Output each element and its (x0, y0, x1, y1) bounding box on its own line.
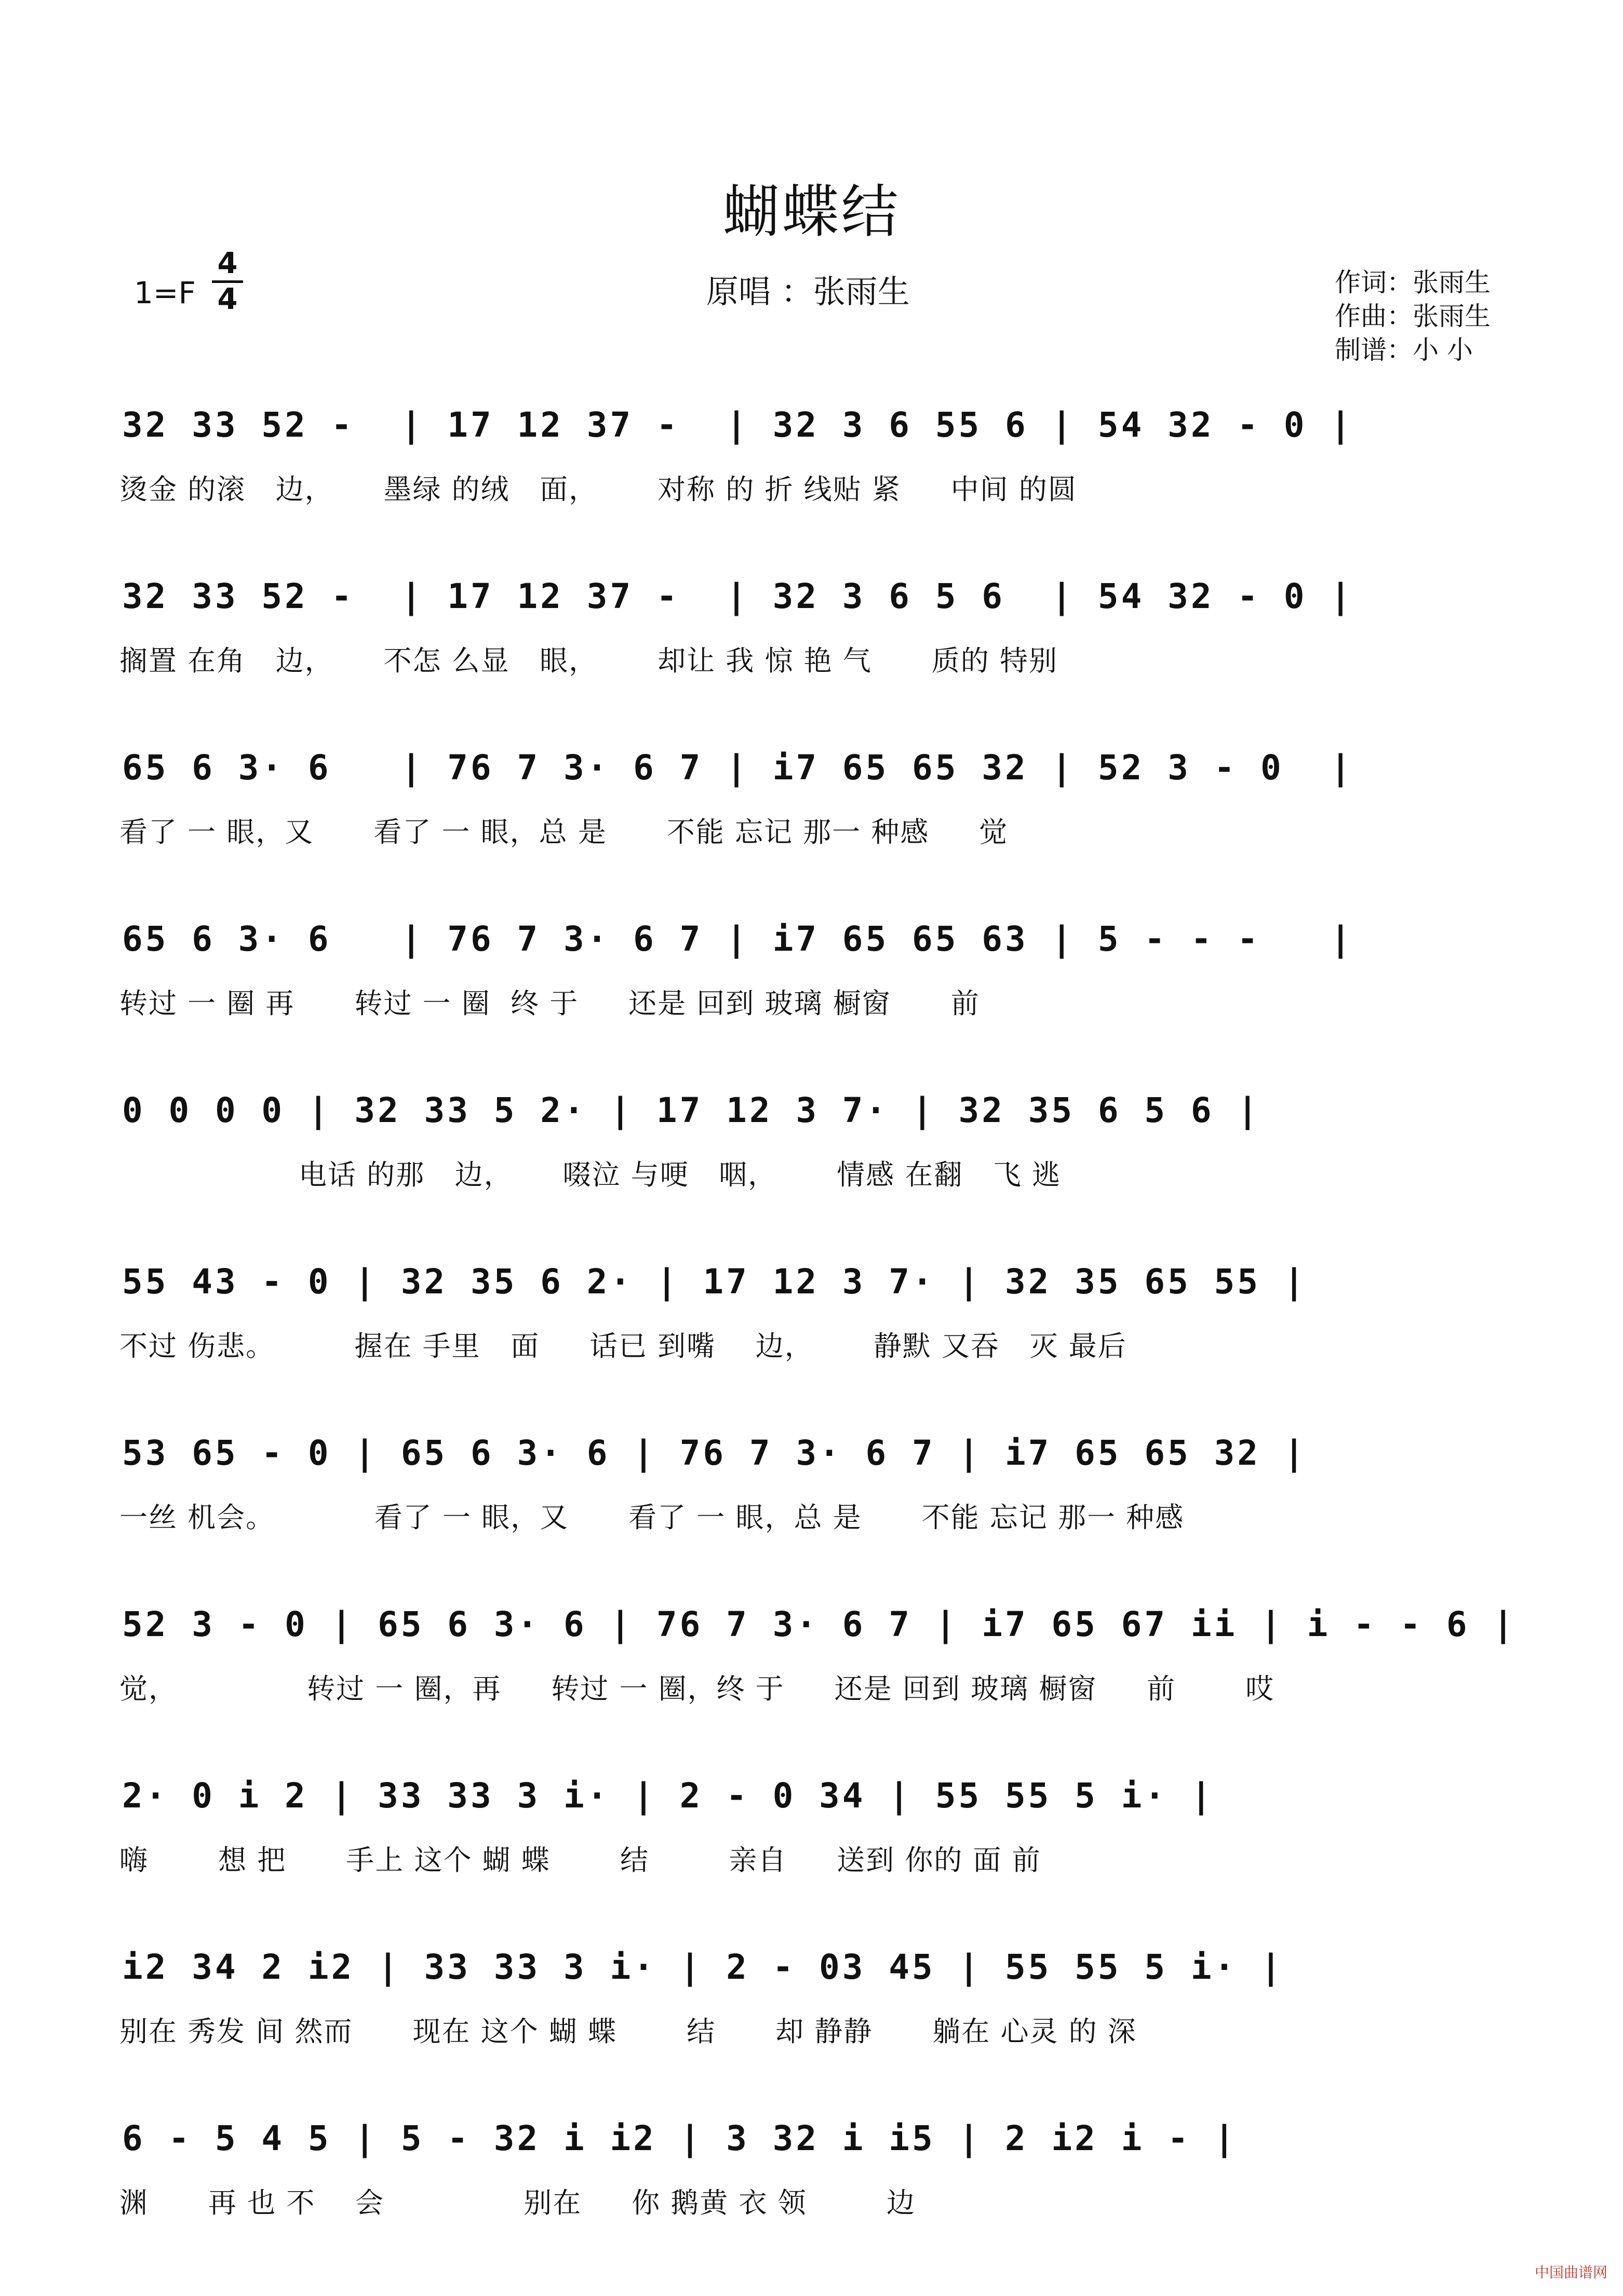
lyricist: 作词：张雨生 (1335, 267, 1491, 298)
notation-row-1: 32 33 52 - | 17 12 37 - | 32 3 6 55 6 | 54 32 - 0 | (122, 405, 1353, 445)
time-signature-bottom: 4 (217, 282, 238, 316)
credits (1335, 266, 1491, 367)
notation-row-4: 65 6 3· 6 | 76 7 3· 6 7 | i7 65 65 63 | 5 - - - | (122, 919, 1353, 959)
lyrics-row-11: 渊 再 也 不 会 别在 你 鹅黄 衣 领 边 (119, 2186, 916, 2219)
song-title: 蝴蝶结 (722, 179, 901, 245)
lyrics-row-2: 搁置 在角 边， 不怎 么显 眼， 却让 我 惊 艳 气 质的 特别 (119, 644, 1058, 677)
lyrics-row-10: 别在 秀发 间 然而 现在 这个 蝴 蝶 结 却 静静 躺在 心灵 的 深 (119, 2015, 1137, 2048)
watermark-logo: 中国曲谱网 (1534, 2264, 1607, 2281)
time-signature-top: 4 (217, 247, 238, 280)
notation-row-8: 52 3 - 0 | 65 6 3· 6 | 76 7 3· 6 7 | i7 65 67 ii | i - - 6 | (122, 1604, 1517, 1644)
arranger: 制谱：小 小 (1335, 335, 1473, 365)
lyrics-row-6: 不过 伤悲。 握在 手里 面 话已 到嘴 边， 静默 又吞 灭 最后 (119, 1330, 1127, 1362)
lyrics-row-4: 转过 一 圈 再 转过 一 圈 终 于 还是 回到 玻璃 橱窗 前 (119, 987, 980, 1020)
notation-row-6: 55 43 - 0 | 32 35 6 2· | 17 12 3 7· | 32 35 65 55 | (122, 1262, 1307, 1302)
lyrics-row-8: 觉， 转过 一 圈，再 转过 一 圈，终 于 还是 回到 玻璃 橱窗 前 哎 (119, 1672, 1275, 1705)
notation-row-10: i2 34 2 i2 | 33 33 3 i· | 2 - 03 45 | 55 55 5 i· | (122, 1947, 1284, 1987)
composer: 作曲：张雨生 (1335, 301, 1491, 331)
notation-row-9: 2· 0 i 2 | 33 33 3 i· | 2 - 0 34 | 55 55 5 i· | (122, 1776, 1214, 1816)
lyrics-row-9: 嗨 想 把 手上 这个 蝴 蝶 结 亲自 送到 你的 面 前 (119, 1844, 1041, 1876)
lyrics-row-1: 烫金 的滚 边， 墨绿 的绒 面， 对称 的 折 线贴 紧 中间 的圆 (119, 473, 1077, 506)
notation-row-7: 53 65 - 0 | 65 6 3· 6 | 76 7 3· 6 7 | i7 65 65 32 | (122, 1433, 1307, 1473)
notation-row-3: 65 6 3· 6 | 76 7 3· 6 7 | i7 65 65 32 | 52 3 - 0 | (122, 748, 1353, 788)
time-signature (212, 248, 243, 315)
key-signature: 1=F (134, 275, 196, 310)
lyrics-row-3: 看了 一 眼，又 看了 一 眼，总 是 不能 忘记 那一 种感 觉 (119, 816, 1009, 848)
lyrics-row-5: 电话 的那 边， 啜泣 与哽 咽， 情感 在翻 飞 逃 (119, 1158, 1061, 1191)
notation-row-2: 32 33 52 - | 17 12 37 - | 32 3 6 5 6 | 54 32 - 0 | (122, 576, 1353, 616)
lyrics-row-7: 一丝 机会。 看了 一 眼，又 看了 一 眼，总 是 不能 忘记 那一 种感 (119, 1501, 1185, 1534)
notation-row-11: 6 - 5 4 5 | 5 - 32 i i2 | 3 32 i i5 | 2 i2 i - | (122, 2118, 1238, 2158)
notation-row-5: 0 0 0 0 | 32 33 5 2· | 17 12 3 7· | 32 35 6 5 6 | (122, 1090, 1261, 1130)
original-singer: 原唱 ：张雨生 (706, 273, 910, 310)
